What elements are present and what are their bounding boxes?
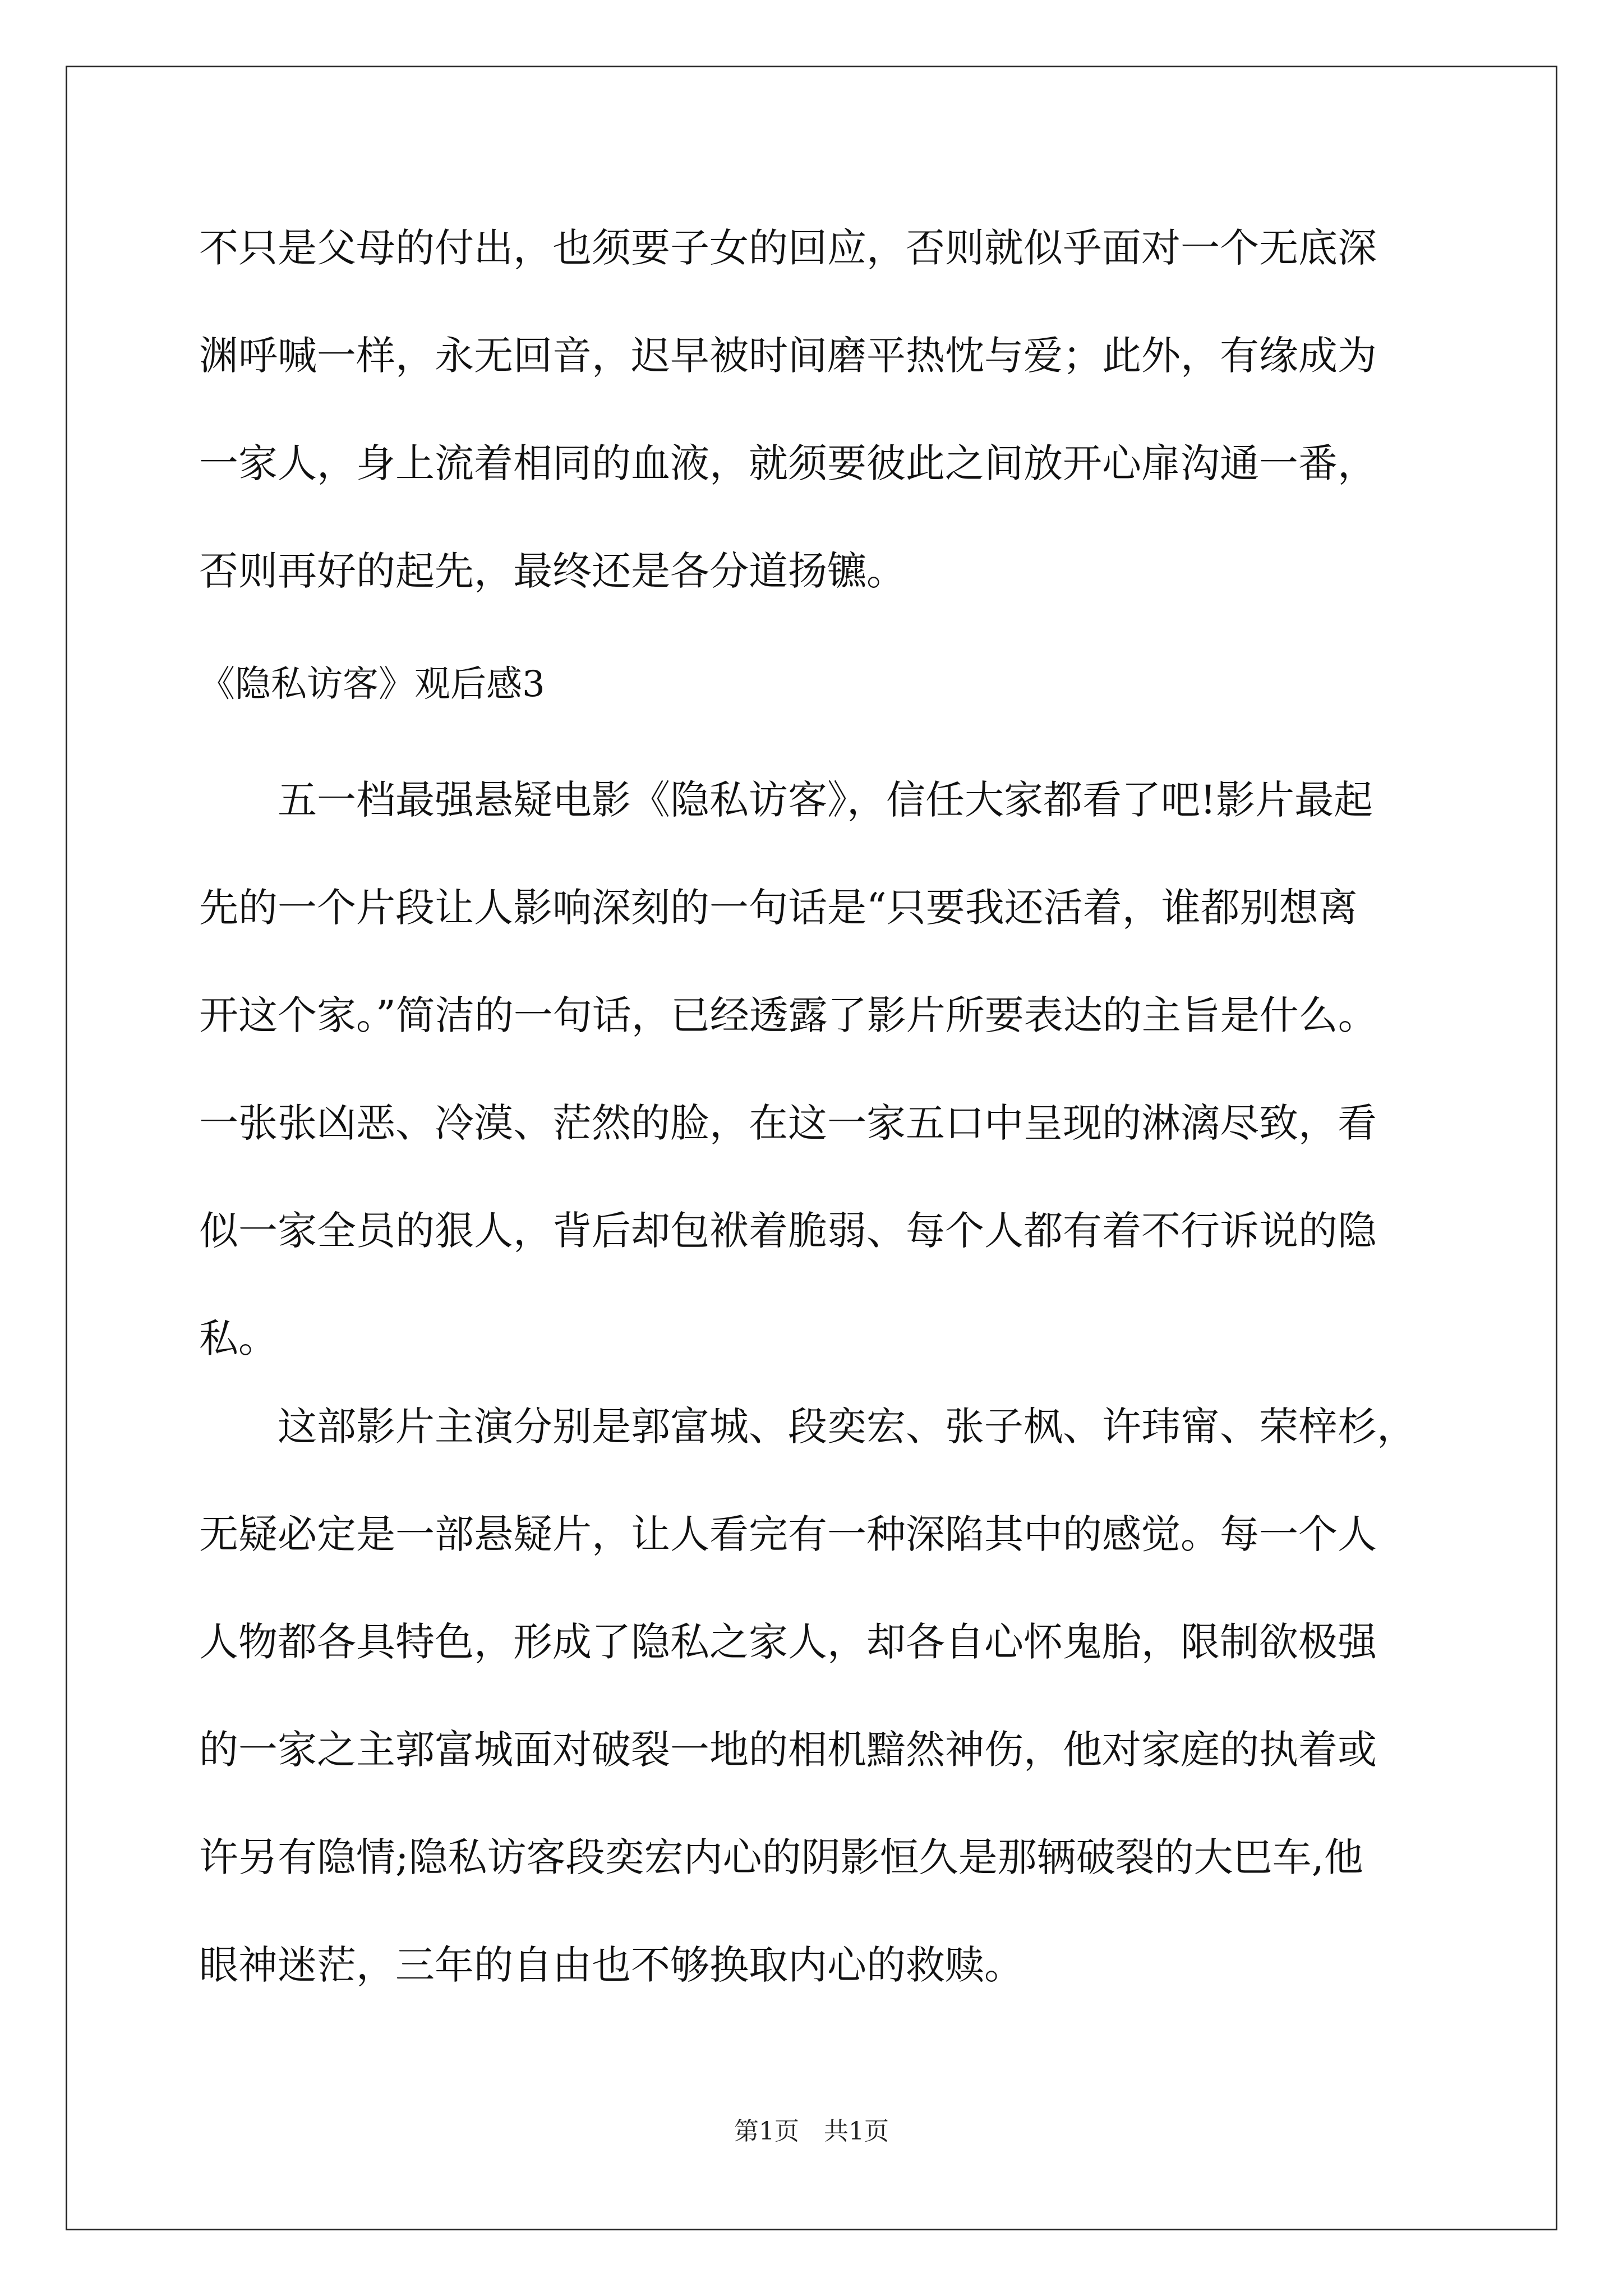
- text-line: 五一档最强悬疑电影《隐私访客》，信任大家都看了吧!影片最起: [199, 777, 1373, 823]
- text-line: 开这个家。”简洁的一句话，已经透露了影片所要表达的主旨是什么。: [199, 992, 1377, 1038]
- text-line: 一张张凶恶、冷漠、茫然的脸，在这一家五口中呈现的淋漓尽致，看: [199, 1100, 1377, 1146]
- text-line: 先的一个片段让人影响深刻的一句话是“只要我还活着，谁都别想离: [199, 885, 1358, 931]
- text-line: 似一家全员的狠人，背后却包袱着脆弱、每个人都有着不行诉说的隐: [199, 1208, 1377, 1254]
- text-line: 眼神迷茫，三年的自由也不够换取内心的救赎。: [199, 1942, 1023, 1988]
- text-line: 私。: [199, 1315, 278, 1361]
- section-heading: 《隐私访客》观后感3: [199, 664, 545, 705]
- text-line: 不只是父母的付出，也须要子女的回应，否则就似乎面对一个无底深: [199, 225, 1377, 271]
- text-line: 无疑必定是一部悬疑片，让人看完有一种深陷其中的感觉。每一个人: [199, 1511, 1377, 1557]
- paragraph-intro: [199, 194, 1427, 625]
- text-line: 渊呼喊一样，永无回音，迟早被时间磨平热忱与爱；此外，有缘成为: [199, 333, 1377, 379]
- text-line: 否则再好的起先，最终还是各分道扬镳。: [199, 548, 906, 594]
- text-line: 的一家之主郭富城面对破裂一地的相机黯然神伤，他对家庭的执着或: [199, 1727, 1377, 1773]
- text-line: 一家人，身上流着相同的血液，就须要彼此之间放开心扉沟通一番，: [199, 440, 1377, 486]
- text-line: 人物都各具特色，形成了隐私之家人，却各自心怀鬼胎，限制欲极强: [199, 1619, 1377, 1665]
- page-number-footer: 第1页 共1页: [734, 2117, 889, 2146]
- paragraph-review-1: [199, 746, 1427, 1392]
- text-line: 许另有隐情;隐私访客段奕宏内心的阴影恒久是那辆破裂的大巴车,他: [199, 1834, 1363, 1880]
- paragraph-review-2: [199, 1373, 1427, 2019]
- text-line: 这部影片主演分别是郭富城、段奕宏、张子枫、许玮甯、荣梓杉，: [199, 1404, 1416, 1450]
